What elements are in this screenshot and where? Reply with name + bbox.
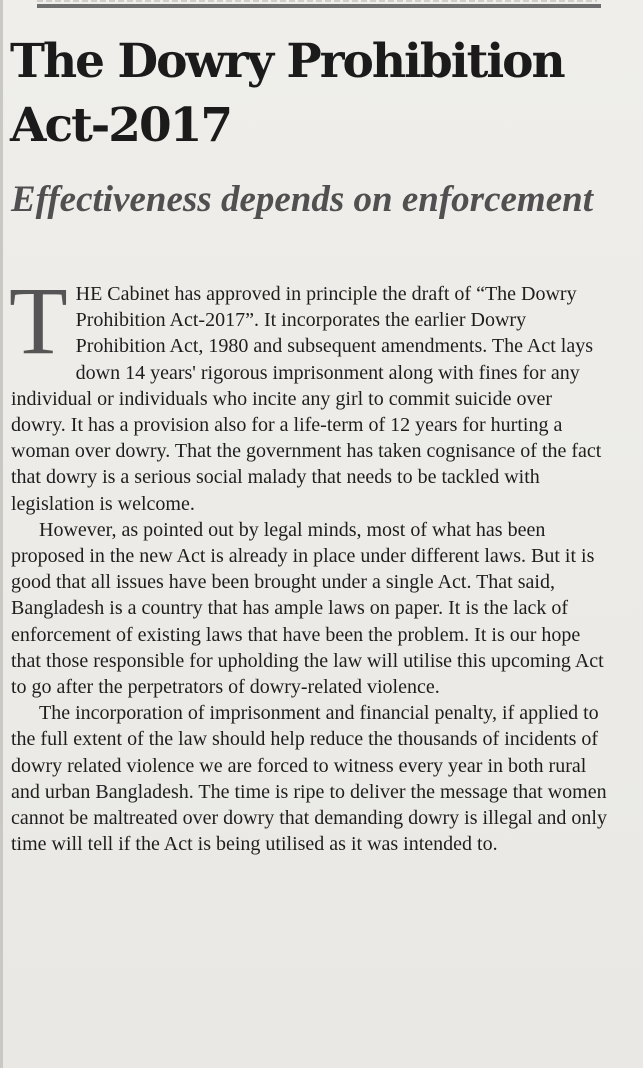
paragraph-1-text: HE Cabinet has approved in principle the draft of “The Dowry Prohibition Act-2017”. It incorporates the earlier Dowry Prohibition Act, 1980 and subsequent amendments. The Act lays down 14 years' rigorous imprisonment along with fines for any individual or individuals who incite any girl to commit suicide over dowry. It has a provision also for a life-term of 12 years for hurting a woman over dowry. That the government has taken cognisance of the fact that dowry is a serious social malady that needs to be tackled with legislation is welcome. <box>11 283 602 515</box>
top-rule <box>37 4 601 8</box>
headline: The Dowry Prohibition Act-2017 <box>10 34 564 153</box>
subheadline: Effectiveness depends on enforcement <box>11 179 593 220</box>
paragraph-1 <box>9 267 607 517</box>
drop-cap: T <box>9 267 68 374</box>
paragraph-3: The incorporation of imprisonment and financial penalty, if applied to the full extent of the law should help reduce the thousands of incidents of dowry related violence we are forced to witness every year in both rural and urban Bangladesh. The time is ripe to deliver the message that women cannot be maltreated over dowry that demanding dowry is illegal and only time will tell if the Act is being utilised as it was intended to. <box>11 702 607 856</box>
cropped-previous-text <box>37 0 597 2</box>
article-body <box>9 267 607 857</box>
paragraph-2: However, as pointed out by legal minds, most of what has been proposed in the new Act is already in place under different laws. But it is good that all issues have been brought under a single Act. That said, Bangladesh is a country that has ample laws on paper. It is the lack of enforcement of existing laws that have been the problem. It is our hope that those responsible for upholding the law will utilise this upcoming Act to go after the perpetrators of dowry-related violence. <box>11 518 604 699</box>
